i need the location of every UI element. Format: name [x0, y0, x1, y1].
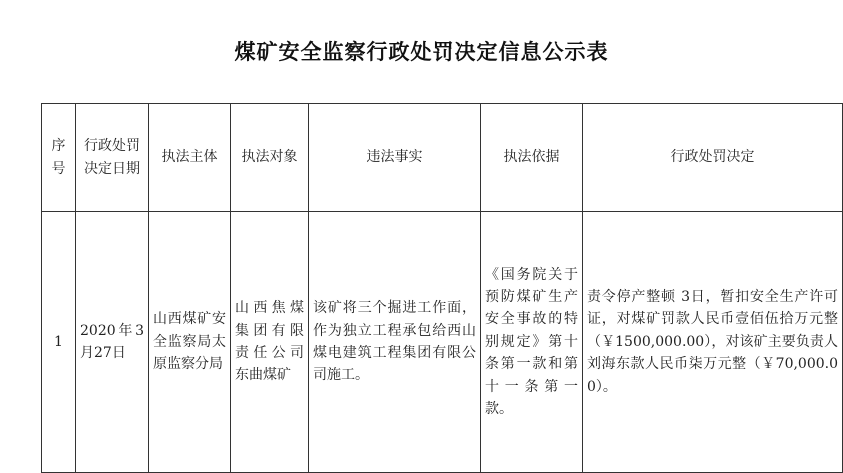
- header-enforcement-subject: 执法主体: [149, 104, 231, 212]
- header-enforcement-target: 执法对象: [231, 104, 309, 212]
- header-decision-date: 行政处罚决定日期: [76, 104, 149, 212]
- cell-seq: 1: [42, 212, 76, 473]
- table-header: [42, 104, 843, 212]
- header-penalty-decision: 行政处罚决定: [583, 104, 843, 212]
- table-body: [42, 212, 843, 473]
- header-row: [42, 104, 843, 212]
- table-row: [42, 212, 843, 473]
- cell-enforcement-basis: 《国务院关于预防煤矿生产安全事故的特别规定》第十条第一款和第十一条第一款。: [481, 212, 583, 473]
- header-enforcement-basis: 执法依据: [481, 104, 583, 212]
- header-violation-facts: 违法事实: [309, 104, 481, 212]
- penalty-info-table: [41, 103, 843, 473]
- cell-decision-date: 2020年3月27日: [76, 212, 149, 473]
- header-seq: 序号: [42, 104, 76, 212]
- cell-enforcement-subject: 山西煤矿安全监察局太原监察分局: [149, 212, 231, 473]
- cell-penalty-decision: 责令停产整顿 3日，暂扣安全生产许可证，对煤矿罚款人民币壹佰伍拾万元整（￥1500,000.00），对该矿主要负责人刘海东款人民币柒万元整（￥70,000.00）。: [583, 212, 843, 473]
- cell-violation-facts: 该矿将三个掘进工作面，作为独立工程承包给西山煤电建筑工程集团有限公司施工。: [309, 212, 481, 473]
- cell-enforcement-target: 山西焦煤集团有限责任公司东曲煤矿: [231, 212, 309, 473]
- document-title: 煤矿安全监察行政处罚决定信息公示表: [234, 40, 609, 64]
